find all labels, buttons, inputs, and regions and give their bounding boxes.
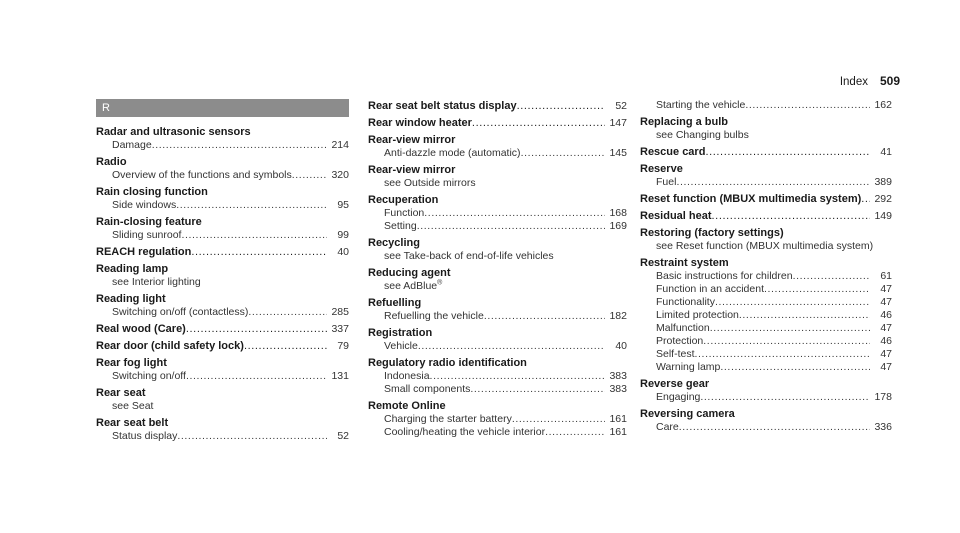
dot-leader [545,426,605,438]
index-term: Refuelling [368,297,422,309]
index-entry[interactable] [640,226,892,253]
index-term-row[interactable] [640,145,892,159]
index-entry[interactable] [96,339,349,353]
sub-entry[interactable] [640,335,892,348]
sub-entry[interactable] [640,361,892,374]
page-ref[interactable]: 168 [609,207,627,219]
sub-entry-text: Charging the starter battery [384,413,512,425]
index-entry[interactable] [96,185,349,212]
dot-leader [472,117,605,129]
sub-entry[interactable] [96,306,349,319]
index-term-row[interactable] [96,245,349,259]
term-leader [96,245,327,259]
index-entry[interactable] [96,125,349,152]
sub-entry-text: Vehicle [384,340,418,352]
index-term: Radio [96,156,127,168]
index-entry[interactable] [640,407,892,434]
index-column-1 [96,99,349,446]
sub-leader [656,270,870,283]
sub-entry[interactable] [640,421,892,434]
index-term: Rear seat belt status display [368,100,517,112]
term-leader [640,145,870,159]
index-term: Restoring (factory settings) [640,227,784,239]
index-entry[interactable] [96,155,349,182]
dot-leader [181,229,327,241]
sub-entry-text: Switching on/off (contactless) [112,306,249,318]
dot-leader [710,322,870,334]
sub-leader [112,169,327,182]
sub-leader [384,340,605,353]
dot-leader [430,370,605,382]
sub-entry-text: Switching on/off [112,370,186,382]
dot-leader [152,139,327,151]
sub-leader [384,426,605,439]
sub-entry-text: Overview of the functions and symbols [112,169,292,181]
sub-leader [656,335,870,348]
sub-entry-text: Warning lamp [656,361,721,373]
index-entry[interactable] [640,99,892,112]
term-leader [368,99,605,113]
page-ref[interactable]: 383 [609,383,627,395]
sub-entry[interactable] [96,430,349,443]
header-title: Index [839,76,868,88]
index-term: Reading lamp [96,263,169,275]
dot-leader [679,421,870,433]
sub-entry-text: Refuelling the vehicle [384,310,484,322]
index-entry[interactable] [368,326,627,353]
page-ref[interactable]: 52 [615,100,627,112]
dot-leader [484,310,605,322]
page-ref[interactable]: 47 [880,348,892,360]
page-ref[interactable]: 389 [874,176,892,188]
index-entry[interactable] [96,322,349,336]
page-ref[interactable]: 47 [880,322,892,334]
sub-entry[interactable] [96,199,349,212]
page-ref[interactable]: 99 [337,229,349,241]
sub-entry[interactable] [96,229,349,242]
page-ref[interactable]: 131 [331,370,349,382]
sub-entry[interactable] [368,413,627,426]
dot-leader [715,296,870,308]
dot-leader [720,361,870,373]
index-entry[interactable] [368,236,627,263]
sub-entry[interactable] [640,99,892,112]
index-entry[interactable] [640,209,892,223]
sub-entry-text: Setting [384,220,417,232]
sub-entry[interactable] [640,322,892,335]
dot-leader [176,199,327,211]
dot-leader [861,193,870,205]
sub-leader [656,361,870,374]
index-term: Regulatory radio identification [368,357,527,369]
index-term: Rear window heater [368,117,472,129]
page-ref[interactable]: 169 [609,220,627,232]
sub-entry-text: Side windows [112,199,177,211]
see-text: see Seat [112,400,154,412]
dot-leader [793,270,870,282]
index-term-row[interactable] [368,99,627,113]
sub-leader [384,220,605,233]
page-ref[interactable]: 41 [880,146,892,158]
index-term: Real wood (Care) [96,323,186,335]
sub-entry-text: Functionality [656,296,715,308]
sub-entry-text: Function [384,207,425,219]
sub-leader [656,322,870,335]
sub-leader [656,421,870,434]
sub-leader [384,383,605,396]
sub-entry-text: Limited protection [656,309,739,321]
index-term-row[interactable] [96,322,349,336]
see-reference[interactable] [640,129,892,142]
sub-entry-text: Engaging [656,391,701,403]
page-ref[interactable]: 161 [609,426,627,438]
index-term-row[interactable] [640,209,892,223]
sub-entry-text: Damage [112,139,152,151]
sub-entry[interactable] [96,370,349,383]
dot-leader [712,210,870,222]
page-ref[interactable]: 52 [337,430,349,442]
index-entry[interactable] [640,115,892,142]
sub-leader [112,199,327,212]
see-text: see Changing bulbs [656,129,749,141]
sub-entry[interactable] [368,383,627,396]
index-entry[interactable] [96,356,349,383]
index-entry[interactable] [368,133,627,160]
page-ref[interactable]: 61 [880,270,892,282]
sub-leader [656,283,870,296]
sub-leader [384,413,605,426]
index-term: Residual heat [640,210,712,222]
dot-leader [739,309,870,321]
see-reference[interactable] [368,280,627,293]
sub-leader [656,296,870,309]
index-term-row[interactable] [96,339,349,353]
see-reference[interactable] [368,177,627,190]
dot-leader [177,430,327,442]
sub-entry-text: Self-test [656,348,695,360]
page-ref[interactable]: 46 [880,335,892,347]
sub-entry[interactable] [368,310,627,323]
see-text: see Reset function (MBUX multimedia system) [656,240,874,252]
index-term: Reducing agent [368,267,451,279]
term-leader [640,209,870,223]
registered-mark: ® [437,279,443,287]
sub-leader [384,207,605,220]
index-entry[interactable] [96,262,349,289]
sub-leader [112,306,327,319]
sub-entry[interactable] [368,426,627,439]
index-term: Replacing a bulb [640,116,729,128]
see-text: see Outside mirrors [384,177,476,189]
dot-leader [191,246,327,258]
sub-entry-text: Starting the vehicle [656,99,746,111]
index-entry[interactable] [368,266,627,293]
dot-leader [186,370,327,382]
index-entry[interactable] [368,193,627,233]
index-entry[interactable] [96,386,349,413]
dot-leader [676,176,870,188]
term-leader [368,116,605,130]
page-ref[interactable]: 162 [874,99,892,111]
index-term: Rear fog light [96,357,167,369]
index-entry[interactable] [368,399,627,439]
see-reference[interactable] [96,276,349,289]
see-text: see Take-back of end-of-life vehicles [384,250,554,262]
see-text: see Interior lighting [112,276,201,288]
dot-leader [764,283,870,295]
sub-entry[interactable] [368,340,627,353]
index-term: Reversing camera [640,408,735,420]
sub-entry[interactable] [640,348,892,361]
page-ref[interactable]: 178 [874,391,892,403]
index-term-row[interactable] [368,116,627,130]
sub-entry[interactable] [96,169,349,182]
dot-leader [424,207,605,219]
index-term: Recuperation [368,194,439,206]
page-ref[interactable]: 145 [609,147,627,159]
index-term: Rear seat belt [96,417,169,429]
index-term: Radar and ultrasonic sensors [96,126,251,138]
index-term: REACH regulation [96,246,192,258]
index-term: Rear door (child safety lock) [96,340,244,352]
sub-entry-text: Function in an accident [656,283,764,295]
sub-entry-text: Basic instructions for children [656,270,793,282]
index-term: Reading light [96,293,166,305]
sub-entry-text: Indonesia [384,370,430,382]
sub-leader [112,430,327,443]
term-leader [96,339,327,353]
dot-leader [700,391,870,403]
sub-leader [656,348,870,361]
index-term: Reset function (MBUX multimedia system) [640,193,862,205]
page-ref[interactable]: 292 [874,193,892,205]
index-term: Rain-closing feature [96,216,202,228]
dot-leader [248,306,327,318]
index-entry[interactable] [368,99,627,113]
sub-leader [656,391,870,404]
index-entry[interactable] [96,292,349,319]
sub-entry-text: Protection [656,335,704,347]
see-reference[interactable] [96,400,349,413]
index-entry[interactable] [640,192,892,206]
sub-entry-text: Care [656,421,679,433]
sub-entry[interactable] [640,176,892,189]
sub-entry[interactable] [368,147,627,160]
dot-leader [745,99,870,111]
sub-entry-text: Malfunction [656,322,710,334]
sub-entry[interactable] [96,139,349,152]
page-number: 509 [879,74,900,88]
dot-leader [703,335,870,347]
term-leader [640,192,870,206]
term-leader [96,322,327,336]
sub-entry[interactable] [368,220,627,233]
index-entry[interactable] [368,296,627,323]
page-header [840,74,900,88]
see-text: see AdBlue [384,280,438,292]
page-ref[interactable]: 95 [337,199,349,211]
sub-leader [384,310,605,323]
page-ref[interactable]: 149 [874,210,892,222]
sub-entry-text: Small components [384,383,471,395]
index-term: Rear-view mirror [368,134,456,146]
index-term: Rescue card [640,146,706,158]
sub-leader [656,99,870,112]
sub-leader [384,370,605,383]
page-ref[interactable]: 285 [331,306,349,318]
page-ref[interactable]: 47 [880,361,892,373]
dot-leader [512,413,605,425]
section-letter: R [96,99,349,117]
index-term: Reverse gear [640,378,710,390]
page-ref[interactable]: 161 [609,413,627,425]
index-term: Reserve [640,163,683,175]
page-ref[interactable]: 40 [337,246,349,258]
sub-entry-text: Cooling/heating the vehicle interior [384,426,546,438]
sub-entry-text: Fuel [656,176,677,188]
dot-leader [417,220,605,232]
index-entry[interactable] [96,245,349,259]
sub-entry[interactable] [640,309,892,322]
index-term: Rear-view mirror [368,164,456,176]
page-ref[interactable]: 147 [609,117,627,129]
dot-leader [418,340,605,352]
sub-leader [112,229,327,242]
page-ref[interactable]: 214 [331,139,349,151]
sub-leader [656,309,870,322]
sub-entry[interactable] [368,207,627,220]
page-ref[interactable]: 337 [331,323,349,335]
index-column-3 [640,99,892,437]
index-entry[interactable] [640,162,892,189]
see-reference[interactable] [368,250,627,263]
dot-leader [292,169,327,181]
dot-leader [695,348,870,360]
index-entry[interactable] [368,163,627,190]
page-ref[interactable]: 336 [874,421,892,433]
page-ref[interactable]: 320 [331,169,349,181]
index-entry[interactable] [640,145,892,159]
page-ref[interactable]: 47 [880,296,892,308]
index-entry[interactable] [96,215,349,242]
dot-leader [470,383,605,395]
sub-leader [384,147,605,160]
sub-leader [656,176,870,189]
index-entry[interactable] [368,116,627,130]
index-term: Rear seat [96,387,146,399]
sub-entry[interactable] [640,270,892,283]
sub-entry[interactable] [640,296,892,309]
index-entry[interactable] [368,356,627,396]
dot-leader [186,323,327,335]
sub-entry-text: Anti-dazzle mode (automatic) [384,147,521,159]
dot-leader [244,340,327,352]
dot-leader [521,147,605,159]
index-term: Recycling [368,237,420,249]
sub-entry[interactable] [368,370,627,383]
index-term: Rain closing function [96,186,208,198]
index-term-row[interactable] [640,192,892,206]
page-ref[interactable]: 182 [609,310,627,322]
index-term: Restraint system [640,257,729,269]
see-reference[interactable] [640,240,892,253]
sub-leader [112,139,327,152]
sub-entry-text: Status display [112,430,178,442]
index-column-2 [368,99,627,442]
index-entry[interactable] [640,377,892,404]
sub-entry[interactable] [640,391,892,404]
page-ref[interactable]: 383 [609,370,627,382]
index-entry[interactable] [96,416,349,443]
index-term: Remote Online [368,400,446,412]
dot-leader [705,146,870,158]
sub-entry[interactable] [640,283,892,296]
page-ref[interactable]: 79 [337,340,349,352]
page-ref[interactable]: 47 [880,283,892,295]
sub-entry-text: Sliding sunroof [112,229,182,241]
page-ref[interactable]: 40 [615,340,627,352]
sub-leader [112,370,327,383]
index-entry[interactable] [640,256,892,374]
dot-leader [517,100,605,112]
page-ref[interactable]: 46 [880,309,892,321]
index-term: Registration [368,327,433,339]
